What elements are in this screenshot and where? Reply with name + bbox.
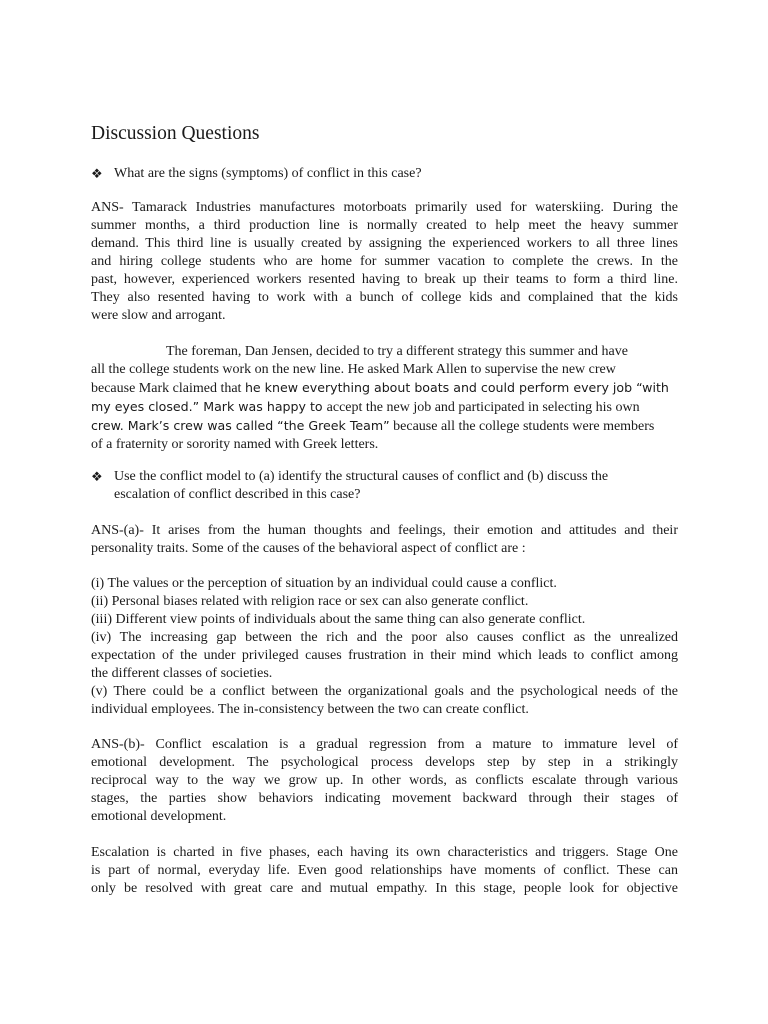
diamond-bullet-icon: ❖ xyxy=(91,166,103,181)
text-run: he knew everything about boats and could perform every job “with xyxy=(244,380,669,395)
list-item: individual employees. The in-consistency between the two can create conflict. xyxy=(91,702,529,717)
text-line: all the college students work on the new line. He asked Mark Allen to supervise the new crew xyxy=(91,362,616,377)
text-line: demand. This third line is usually created by assigning the experienced workers to all three lines xyxy=(91,236,678,251)
answer-1-paragraph xyxy=(91,199,678,325)
text-line: ANS- Tamarack Industries manufactures motorboats primarily used for waterskiing. During the xyxy=(91,200,678,215)
list-item: (iii) Different view points of individuals about the same thing can also generate conflict. xyxy=(91,612,586,627)
list-item: expectation of the under privileged causes frustration in their mind which leads to conflict among xyxy=(91,648,678,663)
text-line xyxy=(91,379,669,398)
list-item: (v) There could be a conflict between the organizational goals and the psychological needs of the xyxy=(91,684,678,699)
text-run: my eyes closed.” Mark was happy to xyxy=(91,399,327,414)
text-run: accept the new job and participated in selecting his own xyxy=(326,400,640,415)
text-line: is part of normal, everyday life. Even good relationships have moments of conflict. These can xyxy=(91,863,678,878)
question-1 xyxy=(91,165,691,183)
list-item: the different classes of societies. xyxy=(91,666,273,681)
text-line: ANS-(a)- It arises from the human thoughts and feelings, their emotion and attitudes and their xyxy=(91,523,678,538)
causes-list xyxy=(91,575,678,719)
text-run: crew. Mark’s crew was called “the Greek Team” xyxy=(91,418,390,433)
question-1-text: What are the signs (symptoms) of conflict in this case? xyxy=(114,166,422,181)
answer-a-paragraph xyxy=(91,522,678,558)
diamond-bullet-icon: ❖ xyxy=(91,469,103,484)
text-line: emotional development. xyxy=(91,809,227,824)
text-line: ANS-(b)- Conflict escalation is a gradual regression from a mature to immature level of xyxy=(91,737,678,752)
text-line: The foreman, Dan Jensen, decided to try a different strategy this summer and have xyxy=(166,344,628,359)
question-2-text-line: escalation of conflict described in this case? xyxy=(114,487,361,502)
text-line: of a fraternity or sorority named with Greek letters. xyxy=(91,437,379,452)
text-line: past, however, experienced workers resented having to break up their teams to form a third line. xyxy=(91,272,678,287)
question-2-text-line: Use the conflict model to (a) identify the structural causes of conflict and (b) discuss the xyxy=(114,469,609,484)
text-line: only be resolved with great care and mutual empathy. In this stage, people look for objective xyxy=(91,881,678,896)
text-line: reciprocal way to the way we grow up. In other words, as conflicts escalate through various xyxy=(91,773,678,788)
text-line: personality traits. Some of the causes of the behavioral aspect of conflict are : xyxy=(91,541,526,556)
list-item: (i) The values or the perception of situation by an individual could cause a conflict. xyxy=(91,576,557,591)
list-item: (iv) The increasing gap between the rich and the poor also causes conflict as the unrealized xyxy=(91,630,678,645)
text-line: and hiring college students who are home for summer vacation to complete the crews. In the xyxy=(91,254,678,269)
text-line: were slow and arrogant. xyxy=(91,308,226,323)
text-run: because Mark claimed that xyxy=(91,381,245,396)
text-run: because all the college students were members xyxy=(389,419,655,434)
page-title: Discussion Questions xyxy=(91,123,260,144)
text-line: Escalation is charted in five phases, each having its own characteristics and triggers. Stage One xyxy=(91,845,678,860)
foreman-paragraph xyxy=(91,343,669,454)
question-2 xyxy=(91,468,691,504)
text-line: They also resented having to work with a bunch of college kids and complained that the kids xyxy=(91,290,678,305)
text-line: summer months, a third production line is normally created to help meet the heavy summer xyxy=(91,218,678,233)
escalation-paragraph xyxy=(91,844,678,898)
answer-b-paragraph xyxy=(91,736,678,826)
list-item: (ii) Personal biases related with religion race or sex can also generate conflict. xyxy=(91,594,529,609)
text-line: emotional development. The psychological process develops step by step in a strikingly xyxy=(91,755,678,770)
text-line: stages, the parties show behaviors indicating movement backward through their stages of xyxy=(91,791,678,806)
text-line xyxy=(91,398,663,417)
text-line xyxy=(91,417,663,436)
